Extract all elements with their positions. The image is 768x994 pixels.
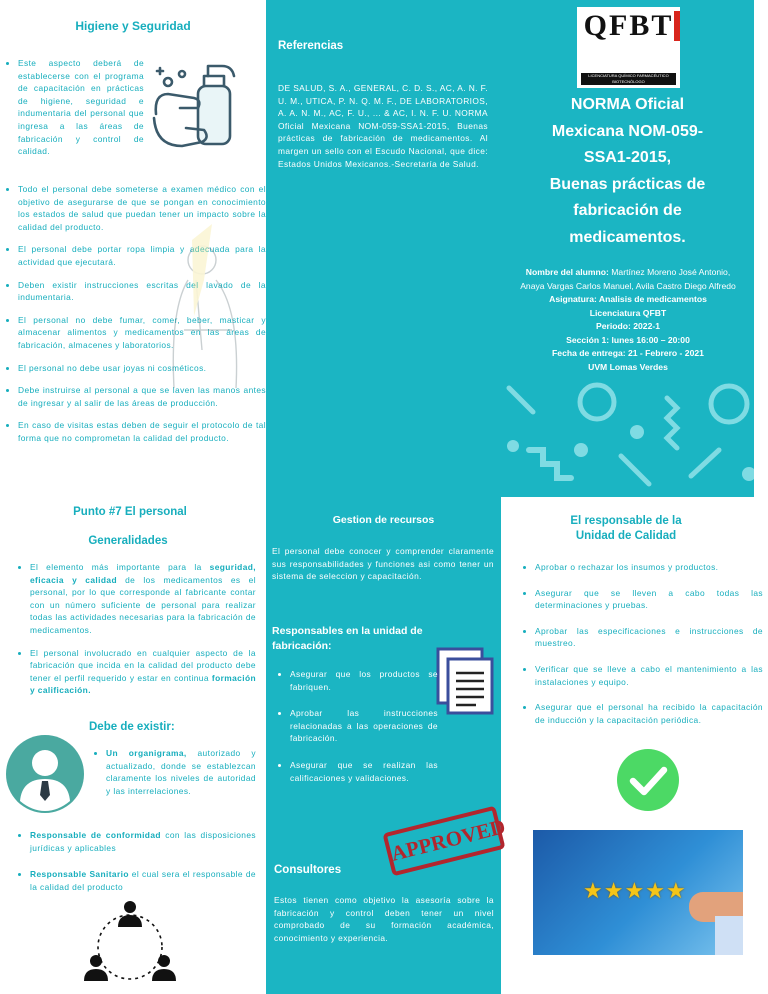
- subject: Asignatura: Analisis de medicamentos: [549, 294, 707, 304]
- responsible-item: • Responsable Sanitario el cual sera el responsable de la calidad del producto: [30, 868, 256, 893]
- cover-title-line: medicamentos.: [569, 228, 686, 246]
- cover-title-line: fabricación de: [573, 202, 682, 219]
- hygiene-item: • Todo el personal debe someterse a examen médico con el objetivo de asegurarse de que se pongan en conocimiento los estados de salud que puedan tener un impacto sobre la calidad del producto.: [18, 183, 266, 233]
- resp-item: • Aprobar las instrucciones relacionadas a las operaciones de fabricación.: [290, 707, 438, 745]
- qfbt-logo: [577, 7, 680, 88]
- resources-title: Gestion de recursos: [332, 514, 435, 526]
- lab-worker-illustration: [140, 220, 250, 390]
- cover-margin: [754, 0, 768, 994]
- hygiene-panel: [0, 0, 266, 497]
- hygiene-title: Higiene y Seguridad: [75, 19, 191, 33]
- student-names: [517, 266, 739, 293]
- rating-image: [533, 830, 743, 955]
- quality-item: • Asegurar que se lleven a cabo todas las determinaciones y pruebas.: [535, 587, 763, 612]
- quality-title: El responsable de la Unidad de Calidad: [570, 515, 682, 542]
- resp-item: • Asegurar que los productos se fabriquen.: [290, 668, 438, 693]
- avatar-icon: [6, 735, 84, 813]
- star-icon: ★: [583, 878, 603, 903]
- personnel-item: • El elemento más importante para la seguridad, eficacia y calidad de los medicamentos es el personal, por lo que corresponde al fabricante contar con un número suficiente de personal para realizar todas las actividades necesarias para la fabricación de medicamentos.: [30, 561, 256, 637]
- must-exist-title: Debe de existir:: [89, 721, 175, 733]
- team-network-icon: [80, 897, 180, 991]
- hygiene-item: • En caso de visitas estas deben de seguir el protocolo de tal forma que no comprometan la calidad del producto.: [18, 419, 266, 444]
- star-icon: ★: [603, 878, 624, 903]
- hygiene-intro-list: [8, 57, 144, 168]
- responsible-item: • Responsable de conformidad con las disposiciones jurídicas y aplicables: [30, 829, 256, 854]
- period: Periodo: 2022-1: [596, 321, 660, 331]
- quality-panel: [501, 497, 763, 994]
- qfbt-logo-caption: LICENCIATURA QUÍMICO FARMACÉUTICO BIOTECNÓLOGO: [581, 73, 676, 85]
- cover-info: [517, 266, 739, 374]
- personnel-list: [20, 561, 256, 707]
- resp-title: Responsables en la unidad de fabricación:: [272, 625, 423, 652]
- personnel-panel: [0, 497, 266, 994]
- degree: Licenciatura QFBT: [589, 307, 667, 318]
- qfbt-logo-text: QFBT: [583, 11, 680, 41]
- resp-item: • Asegurar que se realizan las calificaciones y validaciones.: [290, 759, 438, 784]
- star-icon: ★: [665, 878, 686, 903]
- hygiene-item: • El personal debe portar ropa limpia y adecuada para la actividad que ejecutará.: [18, 243, 266, 268]
- references-panel: [266, 0, 501, 497]
- rating-stars: [583, 878, 687, 904]
- approved-stamp: [382, 806, 508, 877]
- resp-list: [280, 668, 438, 794]
- student-names-value: Martínez Moreno José Antonio, Anaya Vargas Carlos Manuel, Avila Castro Diego Alfredo: [520, 267, 736, 291]
- quality-item: • Aprobar o rechazar los insumos y productos.: [535, 561, 763, 574]
- references-text: DE SALUD, S. A., GENERAL, C. D. S., AC, A. N. F. U. M., UTICA, P. N. Q. M. F., DE LABORATORIOS, A. A. N. M., AC, F. U., ... & AC, I. N. F. U. NORMA Oficial Mexicana NOM-059-SSA1-2015, Buenas prácticas de fabricación de medicamentos. Al margen un sello con el Escudo Nacional, que dice: Estados Unidos Mexicanos.-Secretaría de Salud.: [278, 83, 488, 169]
- student-label: Nombre del alumno:: [525, 267, 609, 277]
- cover-title-line: Buenas prácticas de: [549, 175, 706, 193]
- hygiene-item: • El personal no debe fumar, comer, beber, masticar y almacenar alimentos y medicamentos en las áreas de fabricación, almacenes y laboratorios.: [18, 314, 266, 352]
- resources-panel: [266, 497, 508, 994]
- star-icon: ★: [624, 878, 645, 903]
- hygiene-intro: • Este aspecto deberá de establecerse con el programa de capacitación en prácticas de higiene, seguridad e indumentaria del personal que ingresa a las áreas de fabricación y control de calidad.: [18, 57, 144, 158]
- star-icon: ★: [645, 878, 665, 903]
- quality-item: • Verificar que se lleve a cabo el mantenimiento a las instalaciones y equipo.: [535, 663, 763, 688]
- documents-icon: [436, 647, 502, 719]
- personnel-item: • El personal involucrado en cualquier aspecto de la fabricación que incida en la calidad del producto debe tener el perfil requerido y estar en continua formación y calificación.: [30, 647, 256, 697]
- hygiene-item: • Debe instruirse al personal a que se laven las manos antes de ingresar y al salir de las áreas de producción.: [18, 384, 266, 409]
- cover-title-line: Mexicana NOM-059-: [551, 122, 704, 140]
- cover-title-line: SSA1-2015,: [583, 149, 672, 166]
- personnel-title: Punto #7 El personal: [73, 506, 187, 518]
- quality-item: • Asegurar que el personal ha recibido la capacitación de inducción y la capacitación periódica.: [535, 701, 763, 726]
- hand-washing-icon: [146, 54, 246, 154]
- responsibles-list: [20, 829, 256, 903]
- sleeve-illustration: [715, 916, 743, 955]
- due-date: Fecha de entrega: 21 - Febrero - 2021: [552, 348, 704, 358]
- decorative-shapes: [501, 380, 754, 497]
- cover-panel: [501, 0, 754, 497]
- org-item: • Un organigrama, autorizado y actualizado, donde se establezcan claramente los niveles de autoridad y las interrelaciones.: [106, 747, 256, 797]
- approved-stamp-text: APPROVED: [388, 814, 508, 866]
- consult-text: Estos tienen como objetivo la asesoría sobre la fabricación y control deben tener un nivel comprobado de su formación académica, conocimiento y experiencia.: [274, 895, 494, 943]
- cover-title-line: NORMA Oficial: [570, 96, 685, 113]
- consult-title: Consultores: [274, 864, 342, 876]
- cover-title: [501, 92, 754, 251]
- school: UVM Lomas Verdes: [588, 361, 668, 372]
- hygiene-item: • Deben existir instrucciones escritas del lavado de la indumentaria.: [18, 279, 266, 304]
- personnel-subtitle: Generalidades: [88, 535, 168, 547]
- hygiene-item: • El personal no debe usar joyas ni cosméticos.: [18, 362, 266, 375]
- check-icon: [616, 748, 680, 812]
- references-title: Referencias: [278, 40, 344, 52]
- section: Sección 1: lunes 16:00 – 20:00: [566, 334, 690, 345]
- org-list: [96, 747, 256, 807]
- quality-list: [525, 561, 763, 736]
- quality-item: • Aprobar las especificaciones e instrucciones de muestreo.: [535, 625, 763, 650]
- resources-intro: El personal debe conocer y comprender claramente sus responsabilidades y funciones asi como tener un sistema de seleccion y capacitación.: [272, 546, 494, 582]
